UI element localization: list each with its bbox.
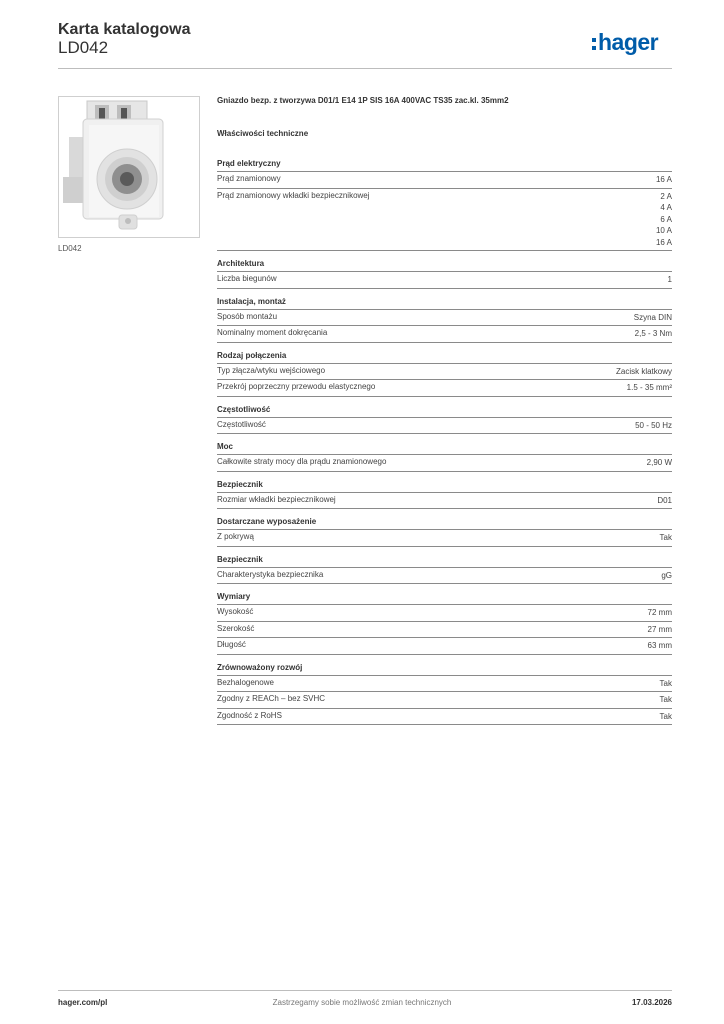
property-row — [217, 310, 672, 327]
group-title: Zrównoważony rozwój — [217, 663, 672, 676]
property-label: Liczba biegunów — [217, 274, 277, 283]
property-row — [217, 493, 672, 510]
property-row — [217, 622, 672, 639]
product-code: LD042 — [58, 38, 109, 57]
property-value — [656, 174, 672, 186]
property-label: Szerokość — [217, 623, 255, 633]
property-label: Prąd znamionowy — [217, 174, 281, 183]
property-value-line: D01 — [657, 495, 672, 505]
property-row — [217, 455, 672, 472]
property-value-line: gG — [661, 570, 672, 580]
property-value-line: 1.5 - 35 mm² — [626, 383, 672, 392]
property-value-line: 63 mm — [647, 641, 672, 650]
section-title: Właściwości techniczne — [217, 129, 309, 138]
footer-divider — [58, 990, 672, 991]
property-label: Sposób montażu — [217, 311, 278, 321]
property-row — [217, 172, 672, 189]
group-title: Bezpiecznik — [217, 555, 672, 568]
footer-date: 17.03.2026 — [631, 998, 672, 1007]
property-value — [660, 532, 672, 544]
property-label: Zgodny z REACh – bez SVHC — [217, 694, 326, 703]
property-value — [635, 328, 672, 340]
property-value-line: 2,90 W — [646, 458, 672, 467]
property-group — [217, 297, 672, 343]
property-label: Częstotliwość — [217, 419, 266, 429]
property-value — [660, 694, 672, 706]
property-row — [217, 676, 672, 693]
property-value — [648, 607, 672, 619]
property-row — [217, 530, 672, 547]
property-row — [217, 709, 672, 726]
property-value-line: 2 A — [660, 191, 672, 201]
group-title: Dostarczane wyposażenie — [217, 517, 672, 530]
property-group — [217, 159, 672, 251]
property-group — [217, 480, 672, 510]
property-row — [217, 326, 672, 343]
group-title: Wymiary — [217, 592, 672, 605]
property-label: Charakterystyka bezpiecznika — [217, 569, 324, 579]
property-value — [635, 420, 672, 432]
property-value — [661, 570, 672, 582]
property-value-line: Tak — [659, 533, 672, 542]
property-label: Rozmiar wkładki bezpiecznikowej — [217, 494, 336, 504]
product-image — [58, 96, 200, 238]
document-title: Karta katalogowa — [58, 21, 191, 38]
property-row — [217, 605, 672, 622]
property-group — [217, 442, 672, 472]
footer-website: hager.com/pl — [58, 998, 108, 1007]
property-row — [217, 568, 672, 585]
property-value-line: Szyna DIN — [633, 312, 672, 322]
property-label: Bezhalogenowe — [217, 677, 274, 687]
property-row — [217, 418, 672, 435]
property-label: Nominalny moment dokręcania — [217, 328, 328, 337]
property-value-line: 50 - 50 Hz — [635, 420, 672, 430]
property-value — [616, 366, 672, 378]
header-divider — [58, 68, 672, 69]
property-value — [647, 457, 672, 469]
property-group — [217, 405, 672, 435]
property-label: Z pokrywą — [217, 532, 254, 541]
property-value-line: 16 A — [655, 237, 672, 247]
property-group — [217, 592, 672, 655]
property-label: Typ złącza/wtyku wejściowego — [217, 365, 326, 375]
property-value — [656, 191, 672, 249]
property-value-line: 72 mm — [647, 608, 672, 617]
property-value-line: Zacisk klatkowy — [615, 366, 672, 376]
property-value — [627, 382, 672, 394]
image-caption: LD042 — [58, 244, 82, 253]
group-title: Częstotliwość — [217, 405, 672, 418]
property-value-line: 10 A — [655, 226, 672, 235]
property-label: Prąd znamionowy wkładki bezpiecznikowej — [217, 190, 370, 200]
property-value-line: 16 A — [655, 175, 672, 184]
property-value-line: Tak — [659, 711, 672, 721]
property-value-line: 27 mm — [647, 624, 672, 634]
property-value-line: 1 — [667, 275, 672, 284]
group-title: Prąd elektryczny — [217, 159, 672, 172]
property-value — [648, 640, 672, 652]
property-label: Przekrój poprzeczny przewodu elastycznego — [217, 382, 376, 391]
product-description: Gniazdo bezp. z tworzywa D01/1 E14 1P SIS 16A 400VAC TS35 zac.kl. 35mm2 — [217, 96, 509, 105]
property-value-line: Tak — [659, 678, 672, 688]
hager-logo — [592, 28, 658, 56]
property-value-line: 4 A — [660, 203, 672, 212]
property-row — [217, 272, 672, 289]
property-value-line: Tak — [659, 695, 672, 704]
property-row — [217, 364, 672, 381]
property-row — [217, 692, 672, 709]
property-value — [660, 678, 672, 690]
property-value — [634, 312, 672, 324]
group-title: Instalacja, montaż — [217, 297, 672, 310]
property-value-line: 2,5 - 3 Nm — [634, 329, 672, 338]
property-group — [217, 663, 672, 726]
property-value — [657, 495, 672, 507]
group-title: Moc — [217, 442, 672, 455]
property-row — [217, 189, 672, 252]
group-title: Rodzaj połączenia — [217, 351, 672, 364]
property-label: Długość — [217, 640, 246, 649]
property-group — [217, 351, 672, 397]
property-group — [217, 555, 672, 585]
property-value — [668, 274, 672, 286]
technical-properties — [217, 96, 672, 730]
group-title: Bezpiecznik — [217, 480, 672, 493]
property-groups — [217, 159, 672, 725]
property-row — [217, 638, 672, 655]
property-group — [217, 517, 672, 547]
property-value — [660, 711, 672, 723]
property-label: Zgodność z RoHS — [217, 710, 282, 720]
group-title: Architektura — [217, 259, 672, 272]
property-group — [217, 259, 672, 289]
property-row — [217, 380, 672, 397]
property-value — [648, 624, 672, 636]
footer-disclaimer: Zastrzegamy sobie możliwość zmian technicznych — [272, 998, 452, 1007]
property-label: Całkowite straty mocy dla prądu znamionowego — [217, 457, 387, 466]
logo-dots — [592, 38, 596, 50]
logo-text: hager — [598, 28, 659, 55]
property-label: Wysokość — [217, 607, 254, 616]
property-value-line: 6 A — [660, 214, 672, 224]
